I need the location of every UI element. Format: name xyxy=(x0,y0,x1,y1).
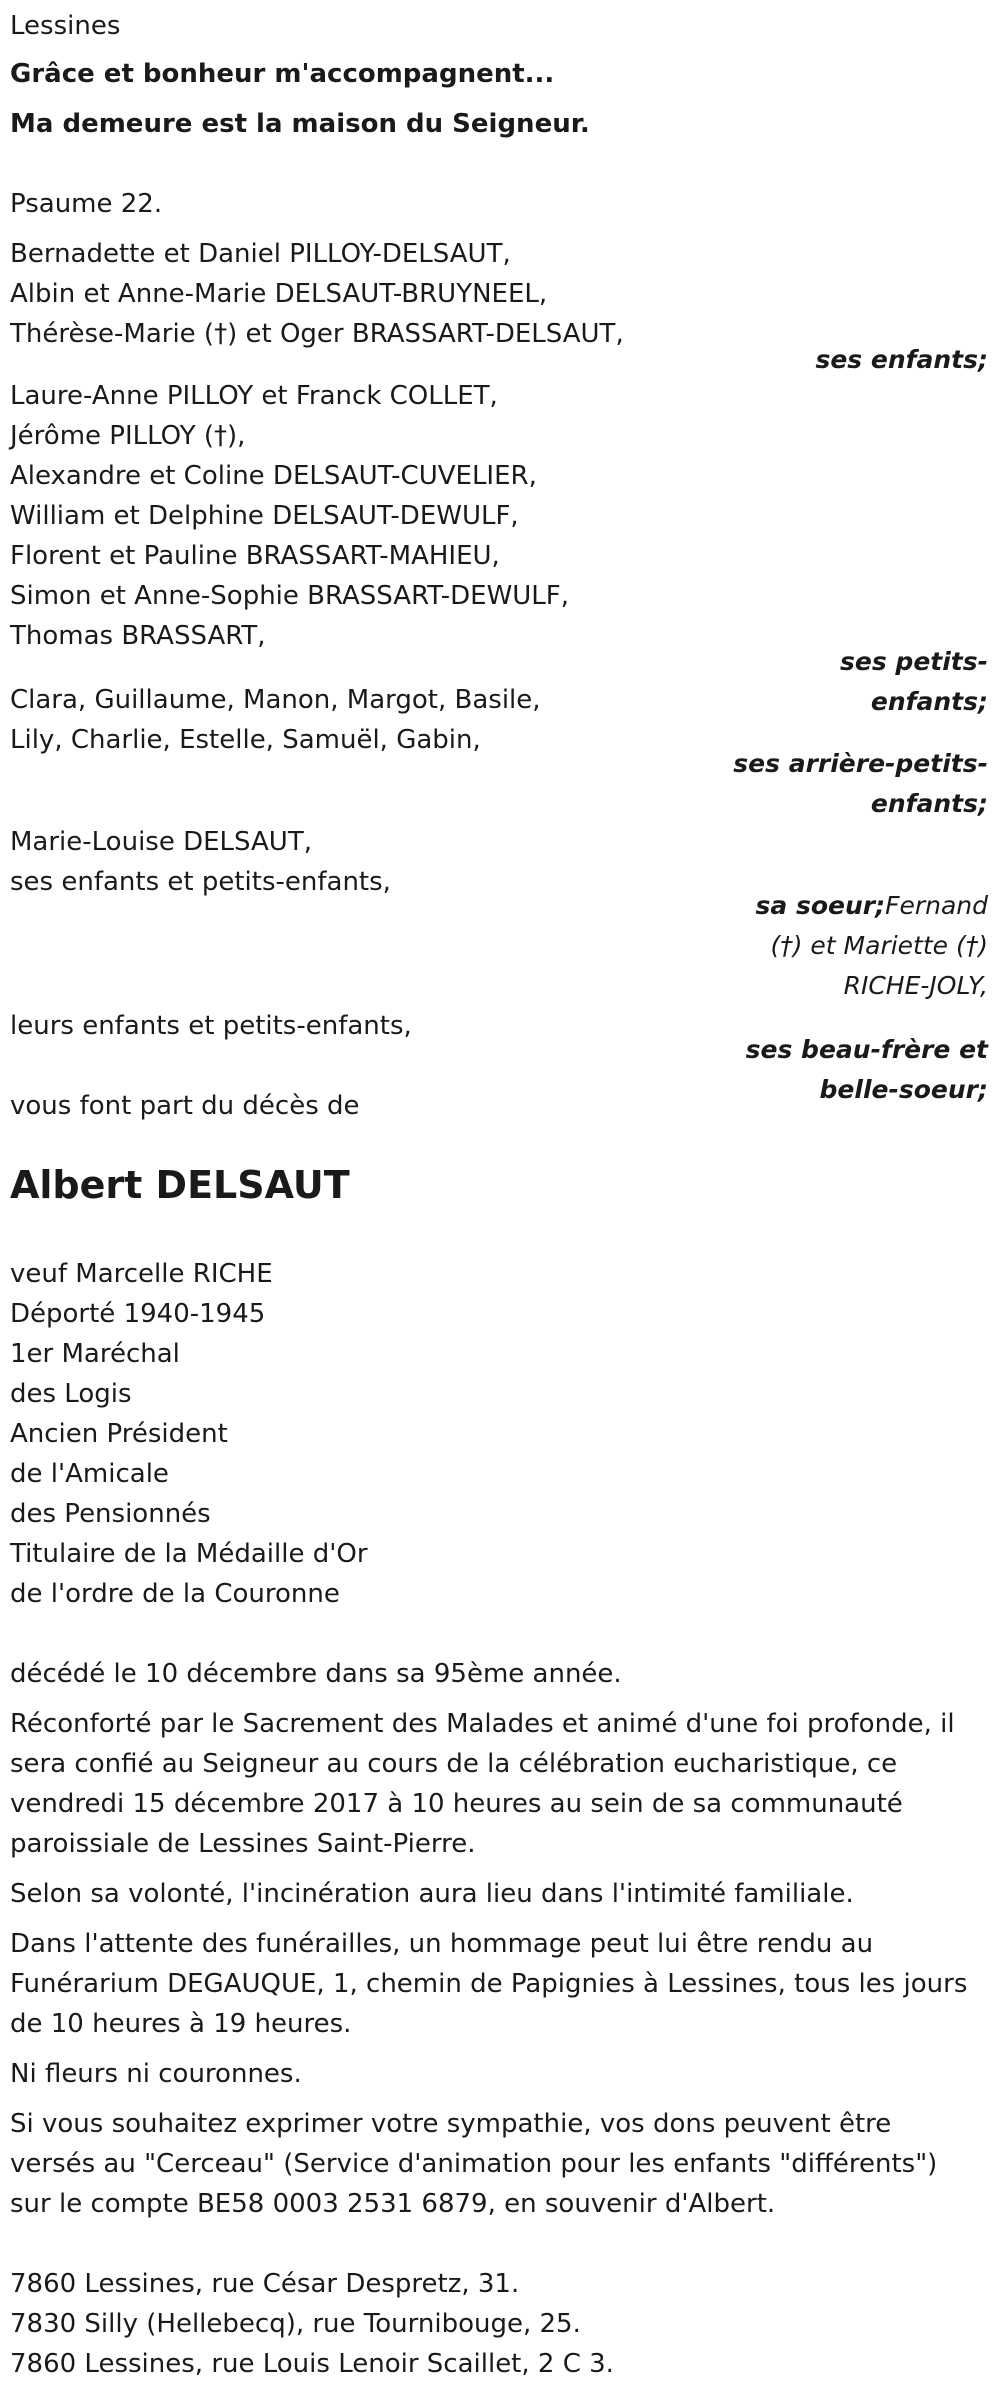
grandchild-entry: Alexandre et Coline DELSAUT-CUVELIER, xyxy=(10,461,537,491)
title-line: des Pensionnés xyxy=(10,1499,211,1529)
sister-and-inlaws-block xyxy=(728,886,988,1006)
child-entry: Albin et Anne-Marie DELSAUT-BRUYNEEL, xyxy=(10,279,548,309)
grandchild-entry: Jérôme PILLOY (†), xyxy=(10,421,246,451)
grandchild-entry: Laure-Anne PILLOY et Franck COLLET, xyxy=(10,381,498,411)
funeral-paragraph-line: sera confié au Seigneur au cours de la célébration eucharistique, ce xyxy=(10,1749,898,1779)
address-line: 7860 Lessines, rue Louis Lenoir Scaillet, 2 C 3. xyxy=(10,2349,614,2379)
great-grandchildren-role xyxy=(728,744,988,824)
grandchild-entry: Thomas BRASSART, xyxy=(10,621,266,651)
grandchildren-role xyxy=(728,642,988,722)
title-line: de l'ordre de la Couronne xyxy=(10,1579,340,1609)
funeral-paragraph-line: Réconforté par le Sacrement des Malades et animé d'une foi profonde, il xyxy=(10,1709,955,1739)
children-role-label: ses enfants; xyxy=(815,345,988,374)
children-role xyxy=(728,340,988,380)
title-line: Déporté 1940-1945 xyxy=(10,1299,266,1329)
deceased-name: Albert DELSAUT xyxy=(10,1163,350,1207)
donation-paragraph-line: Si vous souhaitez exprimer votre sympathie, vos dons peuvent être xyxy=(10,2109,892,2139)
inlaws-role xyxy=(728,1030,988,1110)
child-entry: Bernadette et Daniel PILLOY-DELSAUT, xyxy=(10,239,511,269)
sister-name: Marie-Louise DELSAUT, xyxy=(10,827,312,857)
sister-role-label: sa soeur; xyxy=(755,891,886,920)
title-line: 1er Maréchal xyxy=(10,1339,180,1369)
announcement-line: vous font part du décès de xyxy=(10,1091,360,1121)
grandchild-entry: Simon et Anne-Sophie BRASSART-DEWULF, xyxy=(10,581,570,611)
inlaws-role-label: ses beau-frère et belle-soeur; xyxy=(745,1035,988,1104)
tribute-paragraph-line: de 10 heures à 19 heures. xyxy=(10,2009,352,2039)
death-notice: décédé le 10 décembre dans sa 95ème année. xyxy=(10,1659,622,1689)
no-flowers-line: Ni fleurs ni couronnes. xyxy=(10,2059,302,2089)
grandchildren-role-label: ses petits-enfants; xyxy=(840,647,988,716)
title-line: Titulaire de la Médaille d'Or xyxy=(10,1539,368,1569)
address-line: 7860 Lessines, rue César Despretz, 31. xyxy=(10,2269,520,2299)
grandchild-entry: William et Delphine DELSAUT-DEWULF, xyxy=(10,501,519,531)
title-line: de l'Amicale xyxy=(10,1459,169,1489)
address-line: 7830 Silly (Hellebecq), rue Tournibouge, 25. xyxy=(10,2309,581,2339)
place-name: Lessines xyxy=(10,11,121,41)
sister-family: ses enfants et petits-enfants, xyxy=(10,867,391,897)
title-line: veuf Marcelle RICHE xyxy=(10,1259,273,1289)
great-grandchildren-line: Clara, Guillaume, Manon, Margot, Basile, xyxy=(10,685,541,715)
inlaws-names: Fernand (†) et Mariette (†) RICHE-JOLY, xyxy=(770,891,988,1000)
verse-line-2: Ma demeure est la maison du Seigneur. xyxy=(10,109,590,139)
donation-paragraph-line: sur le compte BE58 0003 2531 6879, en souvenir d'Albert. xyxy=(10,2189,776,2219)
title-line: Ancien Président xyxy=(10,1419,228,1449)
great-grandchildren-role-label: ses arrière-petits-enfants; xyxy=(733,749,988,818)
great-grandchildren-line: Lily, Charlie, Estelle, Samuël, Gabin, xyxy=(10,725,481,755)
tribute-paragraph-line: Dans l'attente des funérailles, un hommage peut lui être rendu au xyxy=(10,1929,874,1959)
verse-line-1: Grâce et bonheur m'accompagnent... xyxy=(10,59,555,89)
grandchild-entry: Florent et Pauline BRASSART-MAHIEU, xyxy=(10,541,500,571)
donation-paragraph-line: versés au "Cerceau" (Service d'animation pour les enfants "différents") xyxy=(10,2149,938,2179)
tribute-paragraph-line: Funérarium DEGAUQUE, 1, chemin de Papignies à Lessines, tous les jours xyxy=(10,1969,968,1999)
funeral-paragraph-line: vendredi 15 décembre 2017 à 10 heures au sein de sa communauté xyxy=(10,1789,903,1819)
title-line: des Logis xyxy=(10,1379,132,1409)
cremation-line: Selon sa volonté, l'incinération aura lieu dans l'intimité familiale. xyxy=(10,1879,854,1909)
psalm-reference: Psaume 22. xyxy=(10,189,163,219)
funeral-paragraph-line: paroissiale de Lessines Saint-Pierre. xyxy=(10,1829,476,1859)
inlaws-family: leurs enfants et petits-enfants, xyxy=(10,1011,412,1041)
child-entry: Thérèse-Marie (†) et Oger BRASSART-DELSAUT, xyxy=(10,319,624,349)
